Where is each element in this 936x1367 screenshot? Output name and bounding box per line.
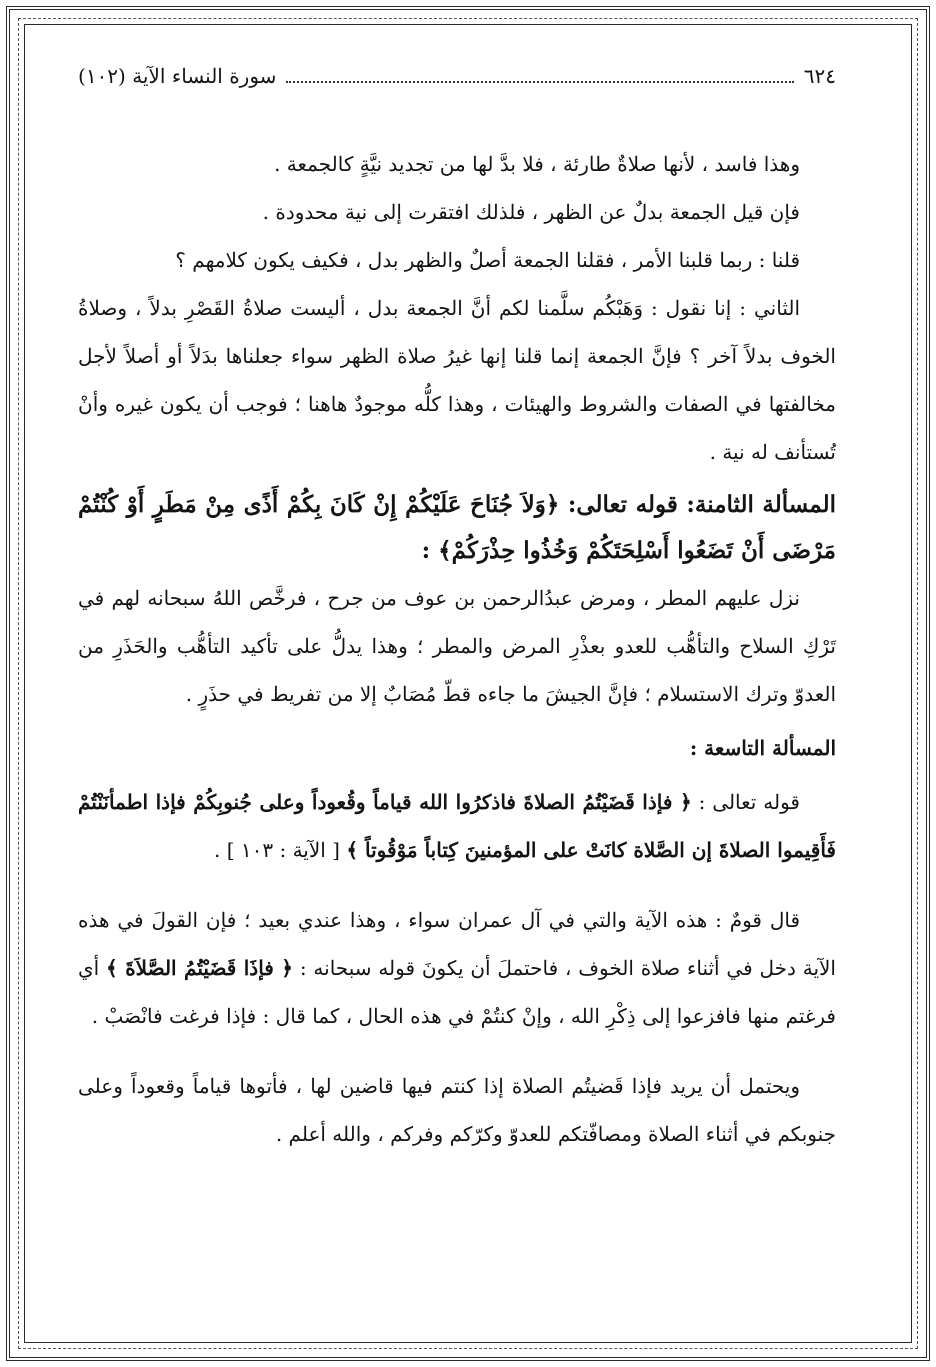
quran-verse: ﴿ فإذا قَضَيْتُمُ الصلاةَ فاذكرُوا الله قياماً وقُعوداً وعلى جُنوبِكُمْ فإذا اطمأنَنْتُمْ فَأَقِيموا الصلاةَ إن الصَّلاة كانَتْ على المؤمنينَ كِتاباً مَوْقُوتاً ﴾ xyxy=(78,790,836,862)
page-content xyxy=(78,64,836,1158)
paragraph: وهذا فاسد ، لأنها صلاةٌ طارئة ، فلا بدَّ لها من تجديد نيَّةٍ كالجمعة . xyxy=(274,152,800,176)
text-run: أي فرغتم منها فافزعوا إلى ذِكْرِ الله ، وإنْ كنتُمْ في هذه الحال ، كما قال : فإذا فرغت فانْصَبْ . xyxy=(78,956,836,1028)
text-run: قال قومٌ : هذه الآية والتي في آل عمران سواء ، وهذا عندي بعيد ؛ فإن القولَ في هذه الآية دخل في أثناء صلاة الخوف ، فاحتملَ أن يكونَ قوله سبحانه : xyxy=(78,908,836,980)
paragraph: ويحتمل أن يريد فإذا قَضيتُم الصلاة إذا كنتم فيها قاضين لها ، فأتوها قياماً وقعوداً وعلى جنوبكم في أثناء الصلاة ومصافّتكم للعدوّ وكرّكم وفركم ، والله أعلم . xyxy=(78,1074,836,1146)
running-title: سورة النساء الآية (١٠٢) xyxy=(78,64,277,88)
verse-lead: قوله تعالى : xyxy=(698,790,800,814)
page-header xyxy=(78,64,836,98)
header-dot-leader xyxy=(286,81,793,83)
quran-quote: ﴿ فإذَا قَضَيْتُمُ الصَّلاَةَ ﴾ xyxy=(106,956,294,980)
quran-verse-paragraph xyxy=(78,778,836,874)
paragraph: قلنا : ربما قلبنا الأمر ، فقلنا الجمعة أصلٌ والظهر بدل ، فكيف يكون كلامهم ؟ xyxy=(175,248,800,272)
verse-reference: [ الآية : ١٠٣ ] . xyxy=(214,838,340,862)
section-heading-eighth: المسألة الثامنة: قوله تعالى: ﴿وَلاَ جُنَاحَ عَلَيْكُمْ إِنْ كَانَ بِكُمْ أَذًى مِنْ مَطَرٍ أَوْ كُنْتُمْ مَرْضَى أَنْ تَضَعُوا أَسْلِحَتَكُمْ وَخُذُوا حِذْرَكُمْ﴾ : xyxy=(78,491,836,564)
section-heading-ninth: المسألة التاسعة : xyxy=(689,736,836,760)
paragraph: الثاني : إنا نقول : وَهَبْكُم سلَّمنا لكم أنَّ الجمعة بدل ، أليست صلاةُ القَصْرِ بدلاً ، وصلاةُ الخوف بدلاً آخر ؟ فإنَّ الجمعة إنما قلنا إنها غيرُ صلاة الظهر سواء جعلناها بدَلاً أو أصلاً لأجل مخالفتها في الصفات والشروط والهيئات ، وهذا كلُّه موجودٌ هاهنا ؛ فوجب أن يكون غيره وأنْ تُستأنف له نية . xyxy=(78,296,836,464)
paragraph: نزل عليهم المطر ، ومرض عبدُالرحمن بن عوف من جرح ، فرخَّص اللهُ سبحانه لهم في تَرْكِ السلاح والتأهُّب للعدو بعذْرِ المرض والمطر ؛ وهذا يدلُّ على تأكيد التأهُّب والحَذَرِ من العدوّ وترك الاستسلام ؛ فإنَّ الجيشَ ما جاءه قطّ مُصَابٌ إلا من تفريط في حذَرٍ . xyxy=(78,586,836,706)
page-number: ٦٢٤ xyxy=(803,64,836,88)
paragraph: فإن قيل الجمعة بدلٌ عن الظهر ، فلذلك افتقرت إلى نية محدودة . xyxy=(262,200,800,224)
paragraph xyxy=(78,896,836,1040)
